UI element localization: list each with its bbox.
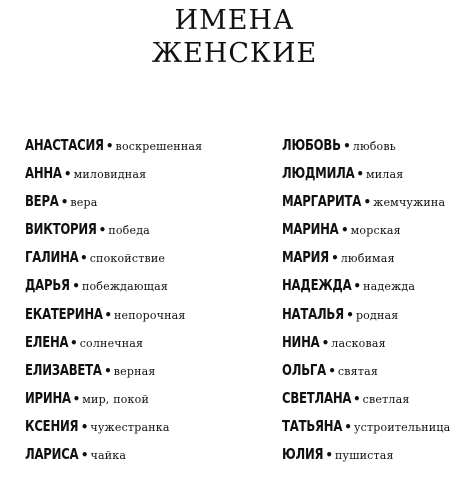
bullet-separator: • <box>104 363 112 378</box>
right-names-column <box>282 131 469 468</box>
name-meaning: чайка <box>90 449 127 463</box>
name-label: МАРГАРИТА <box>282 192 362 211</box>
name-label: ЛАРИСА <box>25 445 79 464</box>
bullet-separator: • <box>70 335 78 350</box>
bullet-separator: • <box>353 279 362 294</box>
name-entry <box>282 243 469 271</box>
name-entry <box>282 271 469 299</box>
name-meaning: чужестранка <box>90 420 170 434</box>
bullet-separator: • <box>80 419 89 434</box>
name-label: ДАРЬЯ <box>25 276 70 295</box>
name-meaning: любимая <box>340 252 395 266</box>
name-entry <box>282 384 469 412</box>
name-label: АННА <box>25 164 62 183</box>
bullet-separator: • <box>98 223 107 238</box>
name-meaning: победа <box>108 224 150 238</box>
bullet-separator: • <box>346 307 354 322</box>
name-label: ЕКАТЕРИНА <box>25 304 103 323</box>
bullet-separator: • <box>356 167 364 182</box>
name-label: ЕЛИЗАВЕТА <box>25 360 102 379</box>
name-meaning: надежда <box>363 280 416 294</box>
bullet-separator: • <box>328 363 336 378</box>
name-label: НАДЕЖДА <box>282 276 352 295</box>
name-meaning: вера <box>70 196 98 210</box>
name-meaning: любовь <box>352 140 396 153</box>
name-label: КСЕНИЯ <box>25 416 79 435</box>
name-entry <box>25 300 255 328</box>
name-entry <box>282 328 469 356</box>
name-label: СВЕТЛАНА <box>282 388 352 407</box>
name-meaning: жемчужина <box>373 196 446 210</box>
name-meaning: ласковая <box>331 336 386 350</box>
name-entry <box>25 243 255 271</box>
bullet-separator: • <box>63 167 72 182</box>
bullet-separator: • <box>321 335 330 350</box>
left-names-column <box>25 131 255 468</box>
name-label: ОЛЬГА <box>282 360 326 379</box>
name-label: ГАЛИНА <box>25 248 79 267</box>
name-label: ТАТЬЯНА <box>282 416 343 435</box>
bullet-separator: • <box>72 279 80 294</box>
bullet-separator: • <box>343 139 351 153</box>
bullet-separator: • <box>72 391 81 406</box>
name-entry <box>25 271 255 299</box>
bullet-separator: • <box>80 251 88 266</box>
name-label: АНАСТАСИЯ <box>25 136 104 154</box>
name-entry <box>25 328 255 356</box>
bullet-separator: • <box>104 307 112 322</box>
name-meaning: миловидная <box>73 168 147 182</box>
name-label: ЛЮБОВЬ <box>282 136 341 154</box>
name-entry <box>282 131 469 159</box>
name-label: ВЕРА <box>25 192 59 211</box>
name-entry <box>25 159 255 187</box>
title-line-1: ИМЕНА <box>174 5 295 36</box>
name-meaning: святая <box>337 364 378 378</box>
bullet-separator: • <box>352 391 361 406</box>
name-meaning: спокойствие <box>89 252 166 266</box>
name-entry <box>25 215 255 243</box>
name-label: ЛЮДМИЛА <box>282 164 355 183</box>
name-entry <box>25 131 255 159</box>
name-entry <box>282 187 469 215</box>
name-label: ЕЛЕНА <box>25 332 69 351</box>
name-meaning: верная <box>113 364 156 378</box>
name-entry <box>25 356 255 384</box>
name-entry <box>25 440 255 468</box>
name-entry <box>282 440 469 468</box>
name-entry <box>282 215 469 243</box>
name-entry <box>282 300 469 328</box>
name-meaning: непорочная <box>113 308 186 322</box>
name-label: НИНА <box>282 332 320 351</box>
name-label: МАРИНА <box>282 220 339 239</box>
bullet-separator: • <box>344 419 352 434</box>
name-meaning: побеждающая <box>81 280 168 294</box>
bullet-separator: • <box>80 448 89 463</box>
page-title <box>0 4 469 70</box>
name-label: ЮЛИЯ <box>282 445 324 464</box>
name-entry <box>25 187 255 215</box>
bullet-separator: • <box>105 139 114 153</box>
name-entry <box>25 412 255 440</box>
name-entry <box>25 384 255 412</box>
name-meaning: солнечная <box>79 336 144 350</box>
name-label: ИРИНА <box>25 388 71 407</box>
bullet-separator: • <box>340 223 349 238</box>
name-label: НАТАЛЬЯ <box>282 304 344 323</box>
name-meaning: устроительница <box>353 420 451 434</box>
title-line-2: ЖЕНСКИЕ <box>151 38 318 69</box>
name-label: ВИКТОРИЯ <box>25 220 97 239</box>
name-entry <box>282 412 469 440</box>
bullet-separator: • <box>363 195 372 210</box>
name-entry <box>282 159 469 187</box>
name-meaning: воскрешенная <box>115 140 203 153</box>
bullet-separator: • <box>331 251 339 266</box>
bullet-separator: • <box>325 448 333 463</box>
name-label: МАРИЯ <box>282 248 329 267</box>
bullet-separator: • <box>60 195 69 210</box>
name-meaning: морская <box>350 224 401 238</box>
name-meaning: пушистая <box>334 449 394 463</box>
name-meaning: светлая <box>362 392 410 406</box>
name-meaning: милая <box>366 168 404 182</box>
name-meaning: родная <box>355 308 399 322</box>
name-entry <box>282 356 469 384</box>
name-meaning: мир, покой <box>82 392 149 406</box>
